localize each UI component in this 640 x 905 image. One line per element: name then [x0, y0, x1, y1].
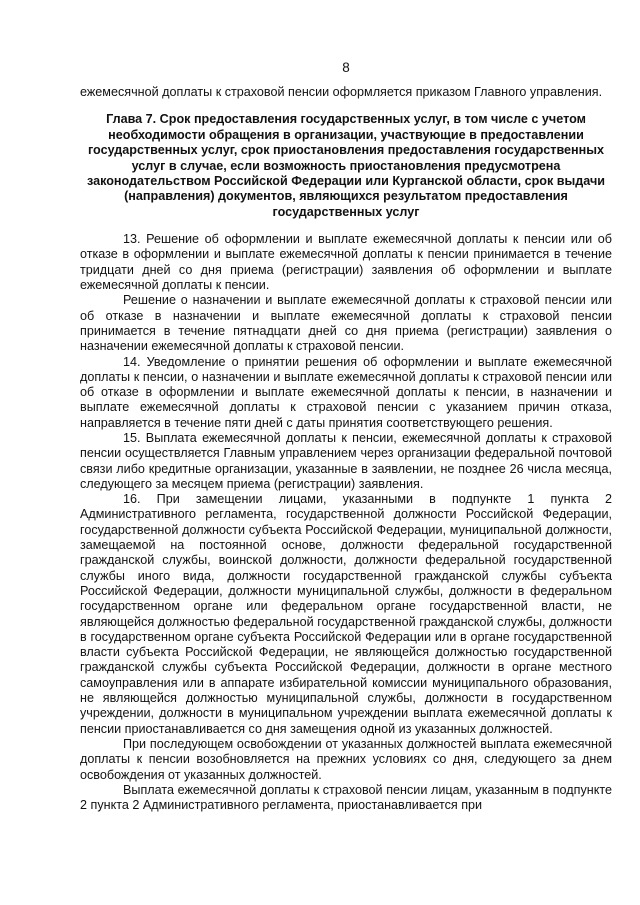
paragraph-15: 15. Выплата ежемесячной доплаты к пенсии, ежемесячной доплаты к страховой пенсии осуществляется Главным управлением через организации федеральной почтовой связи либо кредитные организации, указанные в заявлении, не позднее 26 числа месяца, следующего за месяцем приема (регистрации) заявления.: [80, 431, 612, 491]
chapter-heading: Глава 7. Срок предоставления государственных услуг, в том числе с учетом необходимости обращения в организации, участвующие в предоставлении государственных услуг, срок приостановления предоставления государственных услуг в случае, если возможность приостановления предусмотрена законодательством Российской Федерации или Курганской области, срок выдачи (направления) документов, являющихся результатом предоставления государственных услуг: [86, 112, 606, 219]
paragraph-16-insurance-suspension: Выплата ежемесячной доплаты к страховой пенсии лицам, указанным в подпункте 2 пункта 2 Административного регламента, приостанавливается при: [80, 782, 612, 813]
paragraph-13-continuation: Решение о назначении и выплате ежемесячной доплаты к страховой пенсии или об отказе в назначении и выплате ежемесячной доплаты к страховой пенсии принимается в течение пятнадцати дней со дня приема (регистрации) заявления о назначении ежемесячной доплаты к страховой пенсии.: [80, 293, 612, 354]
page-number: 8: [342, 60, 350, 75]
paragraph-14: 14. Уведомление о принятии решения об оформлении и выплате ежемесячной доплаты к пенсии, о назначении и выплате ежемесячной доплаты к страховой пенсии или об отказе в оформлении и выплате ежемесячной доплаты к пенсии, в назначении и выплате ежемесячной доплаты к страховой пенсии с указанием причин отказа, направляется в течение пяти дней с даты принятия соответствующего решения.: [80, 354, 612, 430]
document-body: [80, 85, 612, 813]
paragraph-16-resumption: При последующем освобождении от указанных должностей выплата ежемесячной доплаты к пенсии возобновляется на прежних условиях со дня, следующего за днем освобождения от указанных должностей.: [80, 736, 612, 782]
paragraph-16: 16. При замещении лицами, указанными в подпункте 1 пункта 2 Административного регламента, государственной должности Российской Федерации, государственной должности субъекта Российской Федерации, муниципальной должности, замещаемой на постоянной основе, должности федеральной государственной гражданской службы, воинской должности, должности федеральной государственной службы иного вида, должности государственной гражданской службы субъекта Российской Федерации, должности муниципальной службы, должности в федеральном государственном органе или федеральном органе государственной власти, не являющейся должностью федеральной государственной гражданской службы, должности в государственном органе субъекта Российской Федерации или в органе государственной власти субъекта Российской Федерации, не являющейся должностью государственной гражданской службы субъекта Российской Федерации, должности в органе местного самоуправления или в аппарате избирательной комиссии муниципального образования, не являющейся должностью муниципальной службы, должности в государственном учреждении, должности в муниципальном учреждении выплата ежемесячной доплаты к пенсии приостанавливается со дня замещения одной из указанных должностей.: [80, 492, 612, 736]
intro-paragraph: ежемесячной доплаты к страховой пенсии оформляется приказом Главного управления.: [80, 85, 603, 99]
paragraph-13: 13. Решение об оформлении и выплате ежемесячной доплаты к пенсии или об отказе в оформлении и выплате ежемесячной доплаты к пенсии принимается в течение тридцати дней со дня приема (регистрации) заявления об оформлении и выплате ежемесячной доплаты к пенсии.: [80, 232, 612, 293]
